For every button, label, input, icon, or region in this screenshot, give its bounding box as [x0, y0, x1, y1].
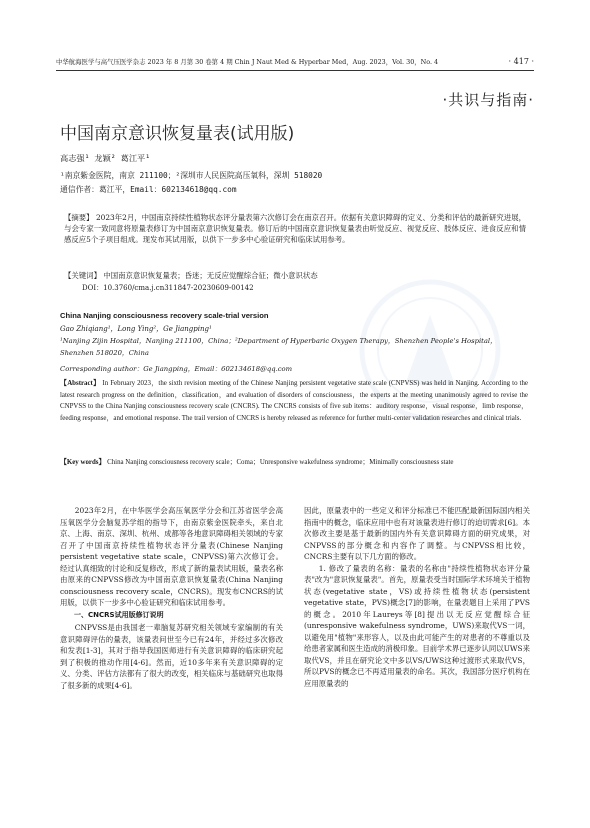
- body-paragraph: CNPVSS是由我国老一辈脑复苏研究相关领域专家编制的有关意识障碍评估的量表，该量表问世至今已有24年，并经过多次修改和发表[1-3]，其对于指导我国医师进行有关意识障碍的临床研究起到了积极的推动作用[4-6]。然而，近10多年来有关意识障碍的定义、分类、评估方法都有了很大的改变，相关临床与基础研究也取得了很多新的成果[4-6]。: [60, 623, 283, 690]
- section-tag: ·共识与指南·: [442, 91, 534, 109]
- english-corresponding: Corresponding author：Ge Jiangping，Email：602134618@qq.com: [60, 365, 293, 373]
- affiliations: ¹南京紫金医院，南京 211100；²深圳市人民医院高压氧科，深圳 518020: [60, 171, 323, 180]
- keywords-label: 【关键词】: [64, 271, 101, 280]
- article-title: 中国南京意识恢复量表(试用版): [60, 124, 295, 144]
- doi: DOI：10.3760/cma.j.cn311847-20230609-00142: [82, 284, 254, 292]
- body-paragraph: 2023年2月，在中华医学会高压氧医学分会和江苏省医学会高压氧医学分会脑复苏学组的指导下，由南京紫金医院牵头，来自北京、上海、南京、深圳、杭州、成都等各地意识障碍相关领域的专家召开了中国南京持续性植物状态评分量表(Chinese Nanjing persistent vegetative state scale，CNPVSS)第六次修订会。经过认真细致的讨论和反复修改，形成了新的量表试用版，量表名称由原来的CNPVSS修改为中国南京意识恢复量表(China Nanjing consciousness recovery scale，CNCRS)。现发布CNCRS的试用版，以供下一步多中心验证研究和临床试用参考。: [60, 506, 283, 607]
- keywords-chinese: [64, 270, 526, 281]
- keywords-en-text: China Nanjing consciousness recovery scale；Coma；Unresponsive wakefulness syndrome；Minimally consciousness state: [107, 459, 454, 466]
- keywords-text: 中国南京意识恢复量表；昏迷；无反应觉醒综合征；微小意识状态: [103, 271, 318, 280]
- abstract-english: [60, 378, 528, 424]
- abstract-chinese: [64, 212, 526, 246]
- english-authors: Gao Zhiqiang¹，Long Ying²，Ge Jiangping¹: [60, 325, 212, 333]
- abstract-text: 2023年2月，中国南京持续性植物状态评分量表第六次修订会在南京召开。依据有关意识障碍的定义、分类和评估的最新研究进展，与会专家一致同意将原量表修订为中国南京意识恢复量表。修订后的中国南京意识恢复量表由听觉反应、视觉反应、肢体反应、进食反应和情感反应5个子项目组成。现发布其试用版，以供下一步多中心验证研究和临床试用参考。: [64, 213, 526, 245]
- abstract-en-text: In February 2023，the sixth revision meeting of the Chinese Nanjing persistent vegetative state scale (CNPVSS) was held in Nanjing. According to the latest research progress on the definition，classification，and evaluation of disorders of consciousness，the experts at the meeting unanimously agreed to revise the CNPVSS to the China Nanjing consciousness recovery scale (CNCRS). The CNCRS consists of five sub items：auditory response，visual response，limb response，feeding response，and emotional response. The trail version of CNCRS is hereby released as reference for further multi-center validation researches and clinical trials.: [60, 380, 528, 422]
- keywords-english: [60, 457, 528, 469]
- journal-reference: 中华航海医学与高气压医学杂志 2023 年 8 月第 30 卷第 4 期 Chin J Naut Med & Hyperbar Med，Aug. 2023，Vol. 30，No. 4: [56, 58, 439, 66]
- keywords-en-label: 【Key words】: [60, 459, 106, 466]
- abstract-en-label: 【Abstract】: [60, 380, 101, 387]
- english-affiliation: ¹Nanjing Zijin Hospital，Nanjing 211100，China；²Department of Hyperbaric Oxygen Therapy，Shenzhen People's Hospital，Shenzhen 518020，China: [60, 337, 497, 357]
- section-heading: 一、CNCRS试用版修订说明: [74, 610, 164, 619]
- page-number: · 417 ·: [508, 57, 534, 66]
- body-paragraph: 因此，原量表中的一些定义和评分标准已不能匹配最新国际国内相关指南中的概念，临床应用中也有对该量表进行修订的迫切需求[6]。本次修改主要是基于最新的国内外有关意识障碍方面的研究成果，对CNPVSS的部分概念和内容作了调整。与CNPVSS相比较，CNCRS主要有以下几方面的修改。: [304, 506, 530, 561]
- author-list: 高志强¹ 龙颖² 葛江平¹: [60, 153, 151, 163]
- english-title: China Nanjing consciousness recovery scale-trial version: [60, 311, 269, 320]
- abstract-label: 【摘要】: [64, 213, 94, 222]
- body-column-left: [60, 505, 283, 691]
- running-header: [56, 54, 534, 71]
- corresponding-author: 通信作者：葛江平，Email：602134618@qq.com: [60, 185, 237, 194]
- body-column-right: [304, 505, 530, 689]
- body-paragraph: 1. 修改了量表的名称：量表的名称由"持续性植物状态评分量表"改为"意识恢复量表"。首先，原量表受当时国际学术环境关于植物状态(vegetative state，VS)或持续性植物状态(persistent vegetative state，PVS)概念[7]的影响，在量表题目上采用了PVS的概念。2010年Laureys等[8]提出以无反应觉醒综合征(unresponsive wakefulness syndrome，UWS)来取代VS一词，以避免用"植物"来形容人，以及由此可能产生的对患者的不尊重以及给患者家属和医生造成的消极印象。目前学术界已逐步认同以UWS来取代VS，并且在研究论文中多以VS/UWS这种过渡形式来取代VS，所以PVS的概念已不再适用量表的命名。其次，我国部分医疗机构在应用原量表的: [304, 563, 530, 688]
